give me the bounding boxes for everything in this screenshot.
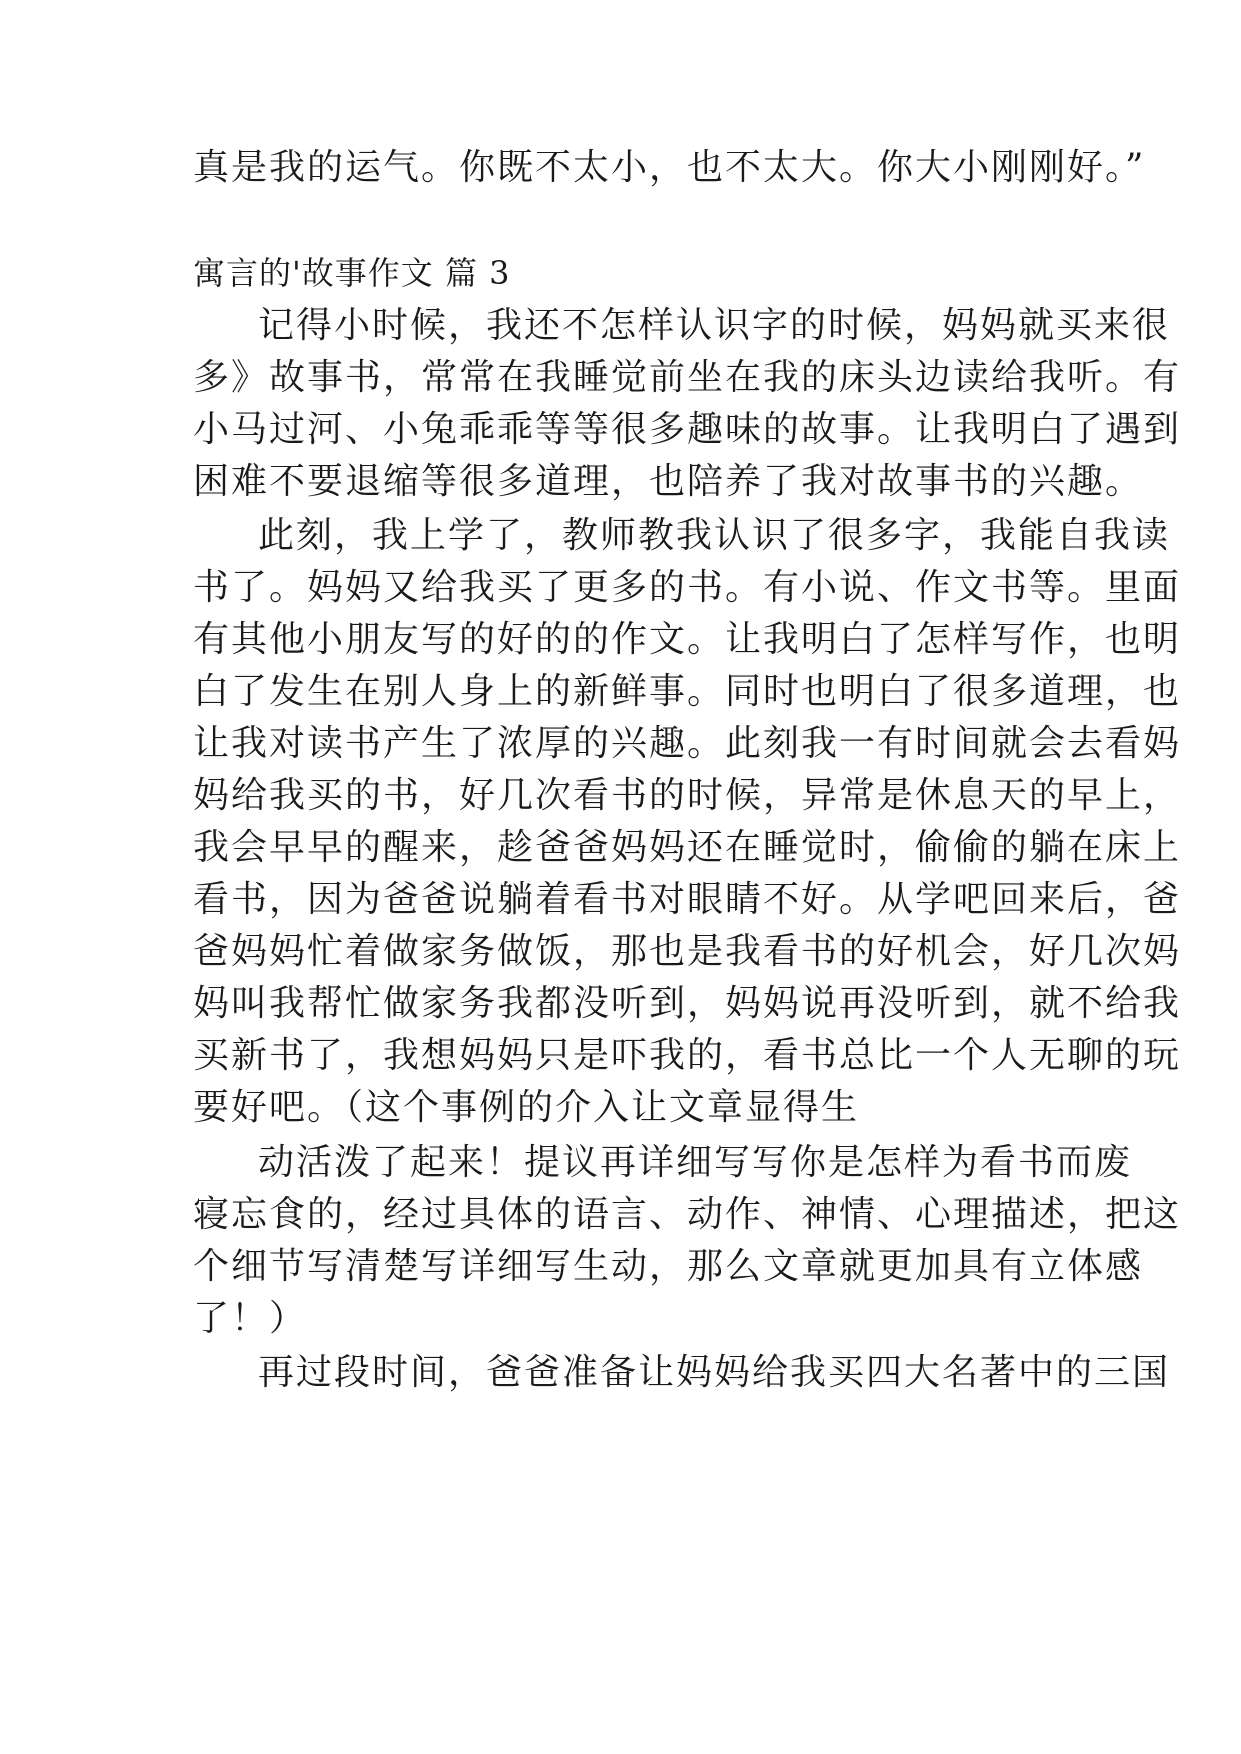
text-line: 困难不要退缩等很多道理，也陪养了我对故事书的兴趣。 [193,461,1144,502]
text-line: 我会早早的醒来，趁爸爸妈妈还在睡觉时，偷偷的躺在床上 [193,827,1182,868]
text-line: 妈给我买的书，好几次看书的时候，异常是休息天的早上， [193,775,1182,816]
text-line: 有其他小朋友写的好的的作文。让我明白了怎样写作，也明 [193,619,1182,660]
text-line: 买新书了，我想妈妈只是吓我的，看书总比一个人无聊的玩 [193,1035,1182,1076]
text-line: 真是我的运气。你既不太小，也不太大。你大小刚刚好。” [193,147,1146,188]
paragraph-start-line: 记得小时候，我还不怎样认识字的时候，妈妈就买来很 [258,305,1171,346]
text-line: 书了。妈妈又给我买了更多的书。有小说、作文书等。里面 [193,567,1182,608]
text-line: 个细节写清楚写详细写生动，那么文章就更加具有立体感 [193,1246,1144,1287]
text-line: 要好吧。（这个事例的介入让文章显得生 [193,1087,860,1128]
text-line: 白了发生在别人身上的新鲜事。同时也明白了很多道理，也 [193,671,1182,712]
text-line: 多》故事书，常常在我睡觉前坐在我的床头边读给我听。有 [193,357,1182,398]
paragraph-start-line: 此刻，我上学了，教师教我认识了很多字，我能自我读 [258,515,1171,556]
paragraph-start-line: 再过段时间，爸爸准备让妈妈给我买四大名著中的三国 [258,1352,1171,1393]
text-line: 妈叫我帮忙做家务我都没听到，妈妈说再没听到，就不给我 [193,983,1182,1024]
text-line: 爸妈妈忙着做家务做饭，那也是我看书的好机会，好几次妈 [193,931,1182,972]
paragraph-start-line: 动活泼了起来！提议再详细写写你是怎样为看书而废 [258,1142,1133,1183]
section-heading: 寓言的'故事作文 篇 3 [193,254,511,292]
text-line: 让我对读书产生了浓厚的兴趣。此刻我一有时间就会去看妈 [193,723,1182,764]
text-line: 了！） [193,1298,308,1339]
text-line: 小马过河、小兔乖乖等等很多趣味的故事。让我明白了遇到 [193,409,1182,450]
text-line: 看书，因为爸爸说躺着看书对眼睛不好。从学吧回来后，爸 [193,879,1182,920]
text-line: 寝忘食的，经过具体的语言、动作、神情、心理描述，把这 [193,1194,1182,1235]
